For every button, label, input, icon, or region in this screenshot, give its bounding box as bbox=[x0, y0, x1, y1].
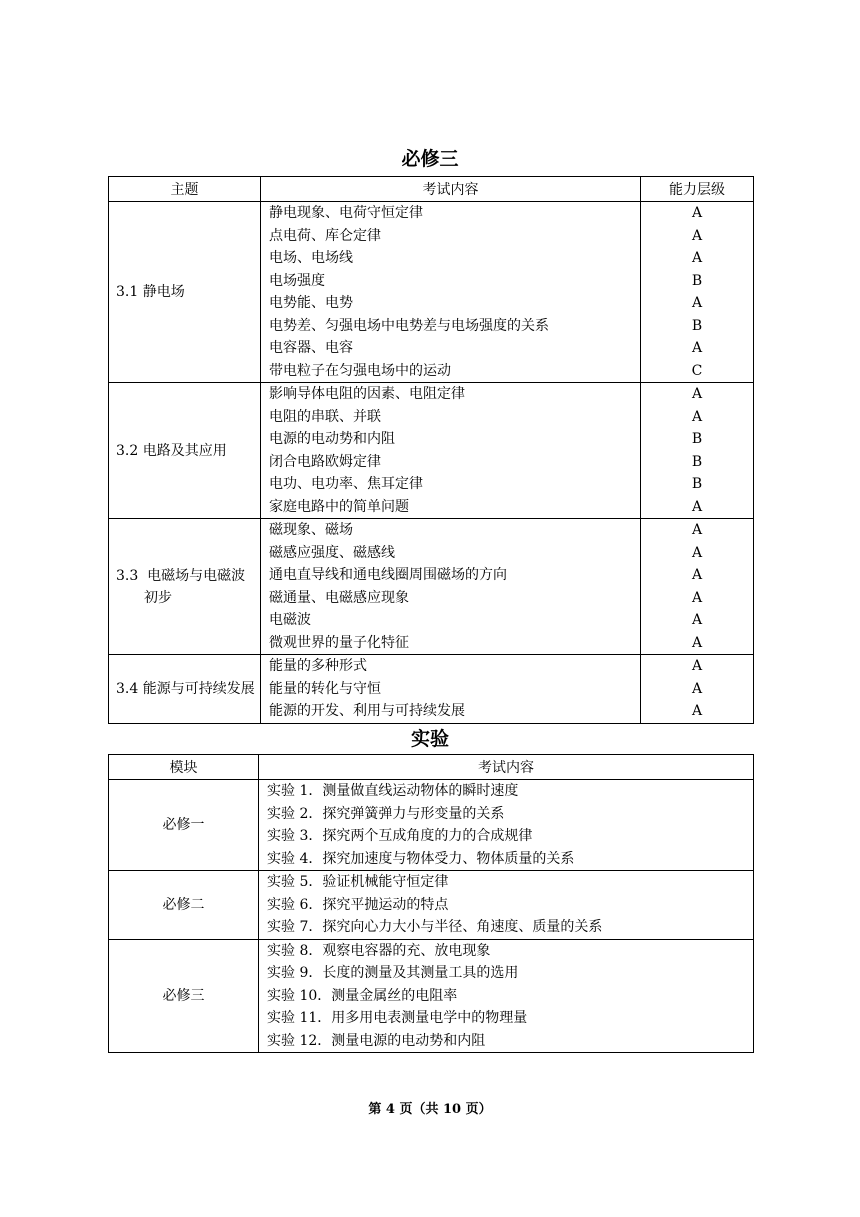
level-cell bbox=[641, 383, 754, 519]
level-item: A bbox=[691, 340, 703, 356]
level-item: A bbox=[691, 295, 703, 311]
page-footer: 第 4 页（共 10 页） bbox=[368, 1102, 492, 1117]
content-item: 电源的电动势和内阻 bbox=[269, 431, 395, 447]
experiment-item: 实验 7．探究向心力大小与半径、角速度、质量的关系 bbox=[267, 919, 603, 935]
table-header-row bbox=[109, 755, 754, 780]
content-item: 电场、电场线 bbox=[269, 250, 353, 266]
level-item: A bbox=[691, 658, 703, 674]
content-item: 电场强度 bbox=[269, 272, 325, 289]
experiment-cell bbox=[259, 780, 754, 871]
level-item: A bbox=[691, 567, 703, 583]
content-item: 磁现象、磁场 bbox=[269, 522, 353, 538]
table-row bbox=[109, 939, 754, 1053]
topic-line: 初步 bbox=[144, 589, 172, 606]
level-item: B bbox=[691, 453, 703, 470]
level-item: A bbox=[691, 703, 703, 719]
experiment-item: 实验 2．探究弹簧弹力与形变量的关系 bbox=[267, 805, 505, 822]
experiment-item: 实验 6．探究平抛运动的特点 bbox=[267, 896, 449, 913]
section-title-bixiu3: 必修三 bbox=[401, 148, 459, 170]
content-item: 带电粒子在匀强电场中的运动 bbox=[269, 362, 451, 379]
topic-cell: 3.1 静电场 bbox=[109, 202, 261, 383]
content-item: 通电直导线和通电线圈周围磁场的方向 bbox=[269, 567, 507, 583]
experiment-item: 实验 1．测量做直线运动物体的瞬时速度 bbox=[267, 783, 519, 799]
level-item: A bbox=[691, 634, 703, 651]
experiment-item: 实验 11．用多用电表测量电学中的物理量 bbox=[267, 1010, 528, 1026]
content-item: 电阻的串联、并联 bbox=[269, 408, 381, 425]
header-content: 考试内容 bbox=[259, 755, 754, 780]
content-item: 点电荷、库仑定律 bbox=[269, 227, 381, 244]
level-cell bbox=[641, 519, 754, 655]
level-item: C bbox=[691, 362, 703, 379]
level-cell bbox=[641, 655, 754, 724]
level-item: A bbox=[691, 205, 703, 221]
level-item: B bbox=[691, 317, 703, 334]
level-item: A bbox=[691, 544, 703, 561]
content-item: 微观世界的量子化特征 bbox=[269, 634, 409, 651]
exam-content-table bbox=[108, 176, 754, 724]
topic-cell: 3.4 能源与可持续发展 bbox=[109, 655, 261, 724]
experiment-item: 实验 10．测量金属丝的电阻率 bbox=[267, 987, 458, 1004]
content-item: 能量的多种形式 bbox=[269, 658, 367, 674]
content-item: 电功、电功率、焦耳定律 bbox=[269, 476, 423, 492]
experiment-item: 实验 5．验证机械能守恒定律 bbox=[267, 874, 449, 890]
module-cell: 必修二 bbox=[109, 871, 259, 940]
content-item: 静电现象、电荷守恒定律 bbox=[269, 205, 423, 221]
table-row bbox=[109, 202, 754, 383]
experiment-item: 实验 9．长度的测量及其测量工具的选用 bbox=[267, 965, 519, 981]
level-item: B bbox=[691, 272, 703, 289]
level-item: A bbox=[691, 680, 703, 697]
content-item: 家庭电路中的简单问题 bbox=[269, 498, 409, 515]
experiment-item: 实验 4．探究加速度与物体受力、物体质量的关系 bbox=[267, 850, 575, 867]
content-item: 磁通量、电磁感应现象 bbox=[269, 589, 409, 606]
content-cell bbox=[261, 519, 641, 655]
level-item: A bbox=[691, 612, 703, 628]
content-item: 磁感应强度、磁感线 bbox=[269, 544, 395, 561]
level-item: A bbox=[691, 408, 703, 425]
table-row bbox=[109, 871, 754, 940]
experiment-table bbox=[108, 754, 754, 1053]
level-item: A bbox=[691, 498, 703, 515]
table-row bbox=[109, 780, 754, 871]
header-module: 模块 bbox=[109, 755, 259, 780]
level-item: A bbox=[691, 250, 703, 266]
table-row bbox=[109, 519, 754, 655]
experiment-item: 实验 3．探究两个互成角度的力的合成规律 bbox=[267, 828, 533, 844]
content-item: 电容器、电容 bbox=[269, 340, 353, 356]
content-cell bbox=[261, 202, 641, 383]
level-item: B bbox=[691, 476, 703, 492]
header-content: 考试内容 bbox=[261, 177, 641, 202]
level-item: B bbox=[691, 431, 703, 447]
table-row bbox=[109, 383, 754, 519]
experiment-item: 实验 12．测量电源的电动势和内阻 bbox=[267, 1032, 486, 1049]
content-cell bbox=[261, 655, 641, 724]
topic-cell bbox=[109, 519, 261, 655]
header-level: 能力层级 bbox=[641, 177, 754, 202]
content-item: 能源的开发、利用与可持续发展 bbox=[269, 703, 465, 719]
level-item: A bbox=[691, 227, 703, 244]
header-topic: 主题 bbox=[109, 177, 261, 202]
content-item: 能量的转化与守恒 bbox=[269, 680, 381, 697]
level-item: A bbox=[691, 589, 703, 606]
content-cell bbox=[261, 383, 641, 519]
section-title-experiments: 实验 bbox=[410, 728, 449, 750]
content-item: 电势能、电势 bbox=[269, 295, 353, 311]
level-cell bbox=[641, 202, 754, 383]
table-header-row bbox=[109, 177, 754, 202]
table-row bbox=[109, 655, 754, 724]
level-item: A bbox=[691, 386, 703, 402]
content-item: 闭合电路欧姆定律 bbox=[269, 453, 381, 470]
content-item: 电势差、匀强电场中电势差与电场强度的关系 bbox=[269, 317, 549, 334]
level-item: A bbox=[691, 522, 703, 538]
experiment-item: 实验 8．观察电容器的充、放电现象 bbox=[267, 942, 491, 959]
experiment-cell bbox=[259, 871, 754, 940]
experiment-cell bbox=[259, 939, 754, 1053]
content-item: 影响导体电阻的因素、电阻定律 bbox=[269, 386, 465, 402]
module-cell: 必修一 bbox=[109, 780, 259, 871]
content-item: 电磁波 bbox=[269, 612, 311, 628]
module-cell: 必修三 bbox=[109, 939, 259, 1053]
topic-line: 3.3 电磁场与电磁波 bbox=[116, 567, 246, 584]
topic-cell: 3.2 电路及其应用 bbox=[109, 383, 261, 519]
